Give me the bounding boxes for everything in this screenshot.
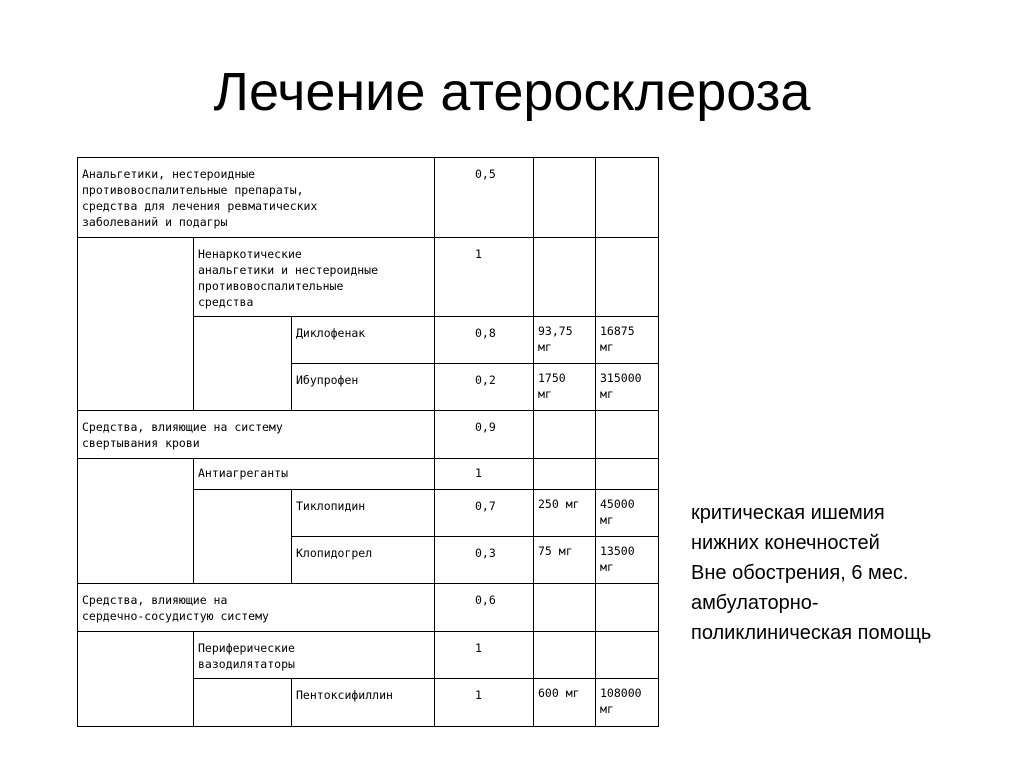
drug-name-cell: Пентоксифиллин <box>292 679 435 727</box>
course-cell: 16875 мг <box>596 317 659 364</box>
side-note-line: нижних конечностей <box>691 532 880 554</box>
indent-cell <box>78 238 194 411</box>
drug-name-cell: Ибупрофен <box>292 364 435 411</box>
dose-cell <box>534 238 596 317</box>
freq-cell: 0,9 <box>435 411 534 459</box>
freq-cell: 1 <box>435 459 534 490</box>
drug-name-cell: Клопидогрел <box>292 537 435 584</box>
slide-title: Лечение атеросклероза <box>213 62 811 122</box>
freq-cell: 0,3 <box>435 537 534 584</box>
table-row <box>78 632 659 679</box>
course-cell <box>596 584 659 632</box>
table-row <box>78 411 659 459</box>
indent-cell <box>194 679 292 727</box>
subgroup-name-cell: Ненаркотические анальгетики и нестероидные противовоспалительные средства <box>194 238 435 317</box>
side-note-line: поликлиническая помощь <box>691 622 932 644</box>
side-note-line: критическая ишемия <box>691 502 885 524</box>
course-cell <box>596 459 659 490</box>
indent-cell <box>194 317 292 411</box>
subgroup-name-cell: Антиагреганты <box>194 459 435 490</box>
dose-cell <box>534 584 596 632</box>
drug-name-cell: Тиклопидин <box>292 490 435 537</box>
subgroup-name-cell: Периферические вазодилятаторы <box>194 632 435 679</box>
dose-cell: 93,75 мг <box>534 317 596 364</box>
course-cell: 13500 мг <box>596 537 659 584</box>
side-note-line: амбулаторно- <box>691 592 819 614</box>
table-row <box>78 459 659 490</box>
course-cell: 315000 мг <box>596 364 659 411</box>
group-name-cell: Средства, влияющие на систему свертывания крови <box>78 411 435 459</box>
freq-cell: 0,7 <box>435 490 534 537</box>
indent-cell <box>78 459 194 584</box>
freq-cell: 0,6 <box>435 584 534 632</box>
freq-cell: 0,2 <box>435 364 534 411</box>
group-name-cell: Анальгетики, нестероидные противовоспалительные препараты, средства для лечения ревматических заболеваний и подагры <box>78 158 435 238</box>
indent-cell <box>194 490 292 584</box>
dose-cell: 75 мг <box>534 537 596 584</box>
freq-cell: 1 <box>435 679 534 727</box>
dose-cell: 250 мг <box>534 490 596 537</box>
group-name-cell: Средства, влияющие на сердечно-сосудистую систему <box>78 584 435 632</box>
table-row <box>78 158 659 238</box>
indent-cell <box>78 632 194 727</box>
course-cell <box>596 632 659 679</box>
freq-cell: 1 <box>435 632 534 679</box>
course-cell <box>596 158 659 238</box>
freq-cell: 0,5 <box>435 158 534 238</box>
side-note-line: Вне обострения, 6 мес. <box>691 562 909 584</box>
course-cell <box>596 238 659 317</box>
freq-cell: 1 <box>435 238 534 317</box>
dose-cell <box>534 158 596 238</box>
course-cell: 108000 мг <box>596 679 659 727</box>
drug-name-cell: Диклофенак <box>292 317 435 364</box>
drug-table <box>77 157 659 727</box>
freq-cell: 0,8 <box>435 317 534 364</box>
dose-cell <box>534 632 596 679</box>
course-cell: 45000 мг <box>596 490 659 537</box>
dose-cell: 600 мг <box>534 679 596 727</box>
table-row <box>78 584 659 632</box>
table-row <box>78 238 659 317</box>
course-cell <box>596 411 659 459</box>
dose-cell <box>534 459 596 490</box>
dose-cell <box>534 411 596 459</box>
side-note <box>691 498 1011 648</box>
dose-cell: 1750 мг <box>534 364 596 411</box>
